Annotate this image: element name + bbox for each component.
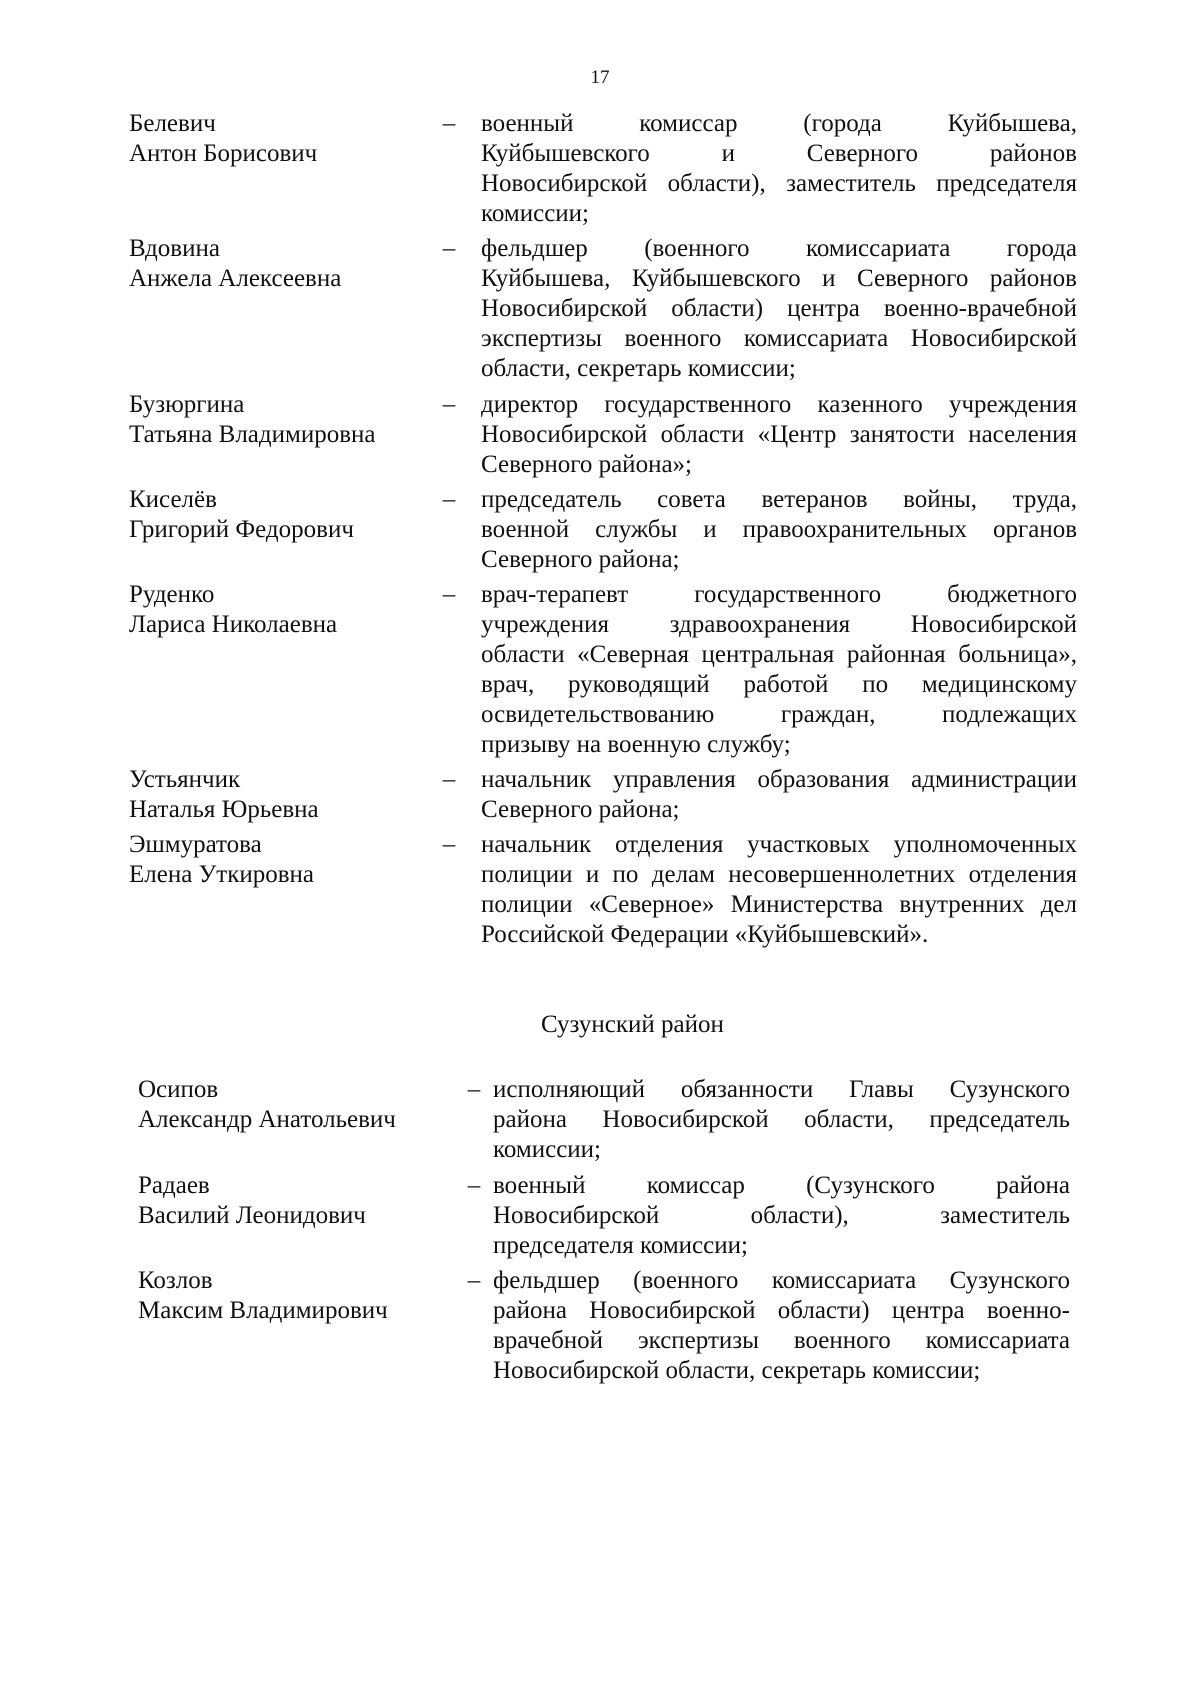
role-line: врач, руководящий работой по медицинскому [481,671,1077,698]
dash-separator: – [467,1076,481,1103]
member-role [481,485,1077,575]
role-line: комиссии; [493,1136,601,1163]
role-line: Куйбышева, Куйбышевского и Северного районов [481,265,1077,292]
member-role [481,234,1077,384]
role-line: председателя комиссии; [493,1232,748,1259]
role-line: полиции «Северное» Министерства внутренних дел [481,891,1077,918]
member-given-name: Григорий Федорович [129,516,354,543]
member-name [129,830,314,890]
role-line: Новосибирской области «Центр занятости населения [481,421,1077,448]
dash-separator: – [442,391,456,418]
dash-separator: – [442,581,456,608]
role-line: Северного района; [481,796,680,823]
member-given-name: Татьяна Владимировна [129,421,376,448]
role-line: учреждения здравоохранения Новосибирской [481,611,1077,638]
dash-separator: – [467,1172,481,1199]
dash-separator: – [442,486,456,513]
role-line: освидетельствованию граждан, подлежащих [481,701,1077,728]
page-number: 17 [590,67,610,88]
member-surname: Козлов [138,1267,213,1294]
role-line: области, секретарь комиссии; [481,355,796,382]
role-line: фельдшер (военного комиссариата города [481,235,1077,262]
member-name [138,1171,366,1231]
dash-separator: – [442,831,456,858]
role-line: Северного района»; [481,451,692,478]
member-surname: Эшмуратова [129,831,262,858]
role-line: полиции и по делам несовершеннолетних отделения [481,861,1077,888]
member-given-name: Наталья Юрьевна [129,796,319,823]
member-role [493,1266,1070,1386]
role-line: военной службы и правоохранительных органов [481,516,1077,543]
role-line: военный комиссар (Сузунского района [493,1172,1070,1199]
role-line: врач-терапевт государственного бюджетного [481,581,1077,608]
member-role [481,830,1077,950]
member-surname: Вдовина [129,235,220,262]
member-role [481,580,1077,760]
member-surname: Киселёв [129,486,217,513]
role-line: Новосибирской области), заместитель [493,1202,1070,1229]
role-line: военный комиссар (города Куйбышева, [481,110,1077,137]
member-name [138,1266,388,1326]
role-line: района Новосибирской области) центра военно- [493,1297,1070,1324]
section-title: Сузунский район [541,1011,724,1038]
dash-separator: – [467,1267,481,1294]
role-line: призыву на военную службу; [481,731,791,758]
member-name [129,485,354,545]
role-line: исполняющий обязанности Главы Сузунского [493,1076,1070,1103]
dash-separator: – [442,235,456,262]
dash-separator: – [442,110,456,137]
role-line: врачебной экспертизы военного комиссариата [493,1327,1070,1354]
role-line: района Новосибирской области, председатель [493,1106,1070,1133]
member-name [129,390,375,450]
member-role [493,1075,1070,1165]
member-surname: Бузюргина [129,391,245,418]
role-line: начальник отделения участковых уполномоченных [481,831,1077,858]
member-surname: Радаев [138,1172,210,1199]
member-name [129,234,341,294]
member-given-name: Василий Леонидович [138,1202,366,1229]
role-line: Куйбышевского и Северного районов [481,140,1077,167]
role-line: начальник управления образования администрации [481,766,1077,793]
role-line: директор государственного казенного учреждения [481,391,1077,418]
dash-separator: – [442,766,456,793]
role-line: экспертизы военного комиссариата Новосибирской [481,325,1077,352]
role-line: председатель совета ветеранов войны, труда, [481,486,1077,513]
member-name [138,1075,396,1135]
member-given-name: Анжела Алексеевна [129,265,342,292]
member-name [129,765,319,825]
role-line: Новосибирской области, секретарь комиссии; [493,1357,981,1384]
role-line: комиссии; [481,200,589,227]
member-given-name: Александр Анатольевич [138,1106,396,1133]
member-name [129,580,337,640]
role-line: Российской Федерации «Куйбышевский». [481,921,929,948]
member-given-name: Антон Борисович [129,140,318,167]
member-given-name: Лариса Николаевна [129,611,338,638]
member-role [481,390,1077,480]
member-surname: Белевич [129,110,216,137]
member-surname: Устьянчик [129,766,241,793]
member-role [481,109,1077,229]
role-line: фельдшер (военного комиссариата Сузунского [493,1267,1070,1294]
role-line: Новосибирской области), заместитель председателя [481,170,1077,197]
member-surname: Осипов [138,1076,219,1103]
member-name [129,109,317,169]
member-role [493,1171,1070,1261]
role-line: Северного района; [481,546,680,573]
member-role [481,765,1077,825]
role-line: Новосибирской области) центра военно-врачебной [481,295,1077,322]
role-line: области «Северная центральная районная больница», [481,641,1077,668]
member-surname: Руденко [129,581,215,608]
member-given-name: Максим Владимирович [138,1297,388,1324]
member-given-name: Елена Уткировна [129,861,314,888]
